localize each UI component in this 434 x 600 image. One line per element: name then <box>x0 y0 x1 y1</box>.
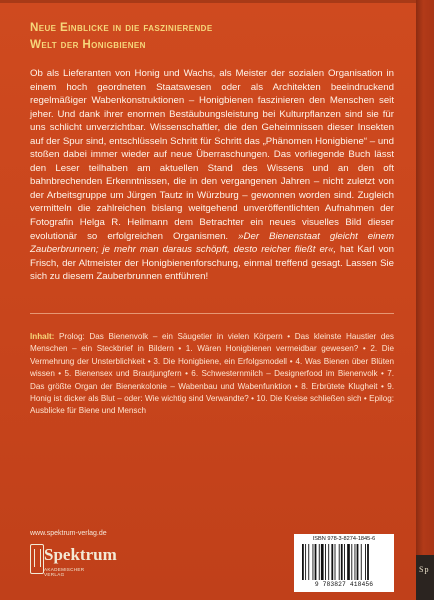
blurb-text <box>30 67 394 284</box>
book-spine <box>416 0 434 600</box>
blurb-paragraph <box>30 67 394 284</box>
publisher-logo-word: Spektrum <box>44 545 117 564</box>
publisher-logo-icon <box>30 544 44 574</box>
table-of-contents <box>30 331 394 418</box>
barcode-bar <box>328 544 329 580</box>
blurb-end: hat Karl von Frisch, der Altmeister der Honigbienenforschung, einmal treffend gesagt. Lassen Sie sich zu diesem Zauberbrunnen entführen! <box>30 244 394 283</box>
barcode-bar <box>325 544 326 580</box>
barcode-bar <box>302 544 304 580</box>
barcode-bar <box>361 544 362 580</box>
barcode-digits: 9 783827 418456 <box>314 581 374 588</box>
publisher-logo-sub: AKADEMISCHER VERLAG <box>44 567 85 577</box>
barcode-bar <box>365 544 366 580</box>
blurb-quote: »Der Bienenstaat gleicht einem Zauberbrunnen; je mehr man daraus schöpft, desto reicher fließt er«, <box>30 230 394 256</box>
barcode-bar <box>344 544 345 580</box>
blurb-main: Ob als Lieferanten von Honig und Wachs, als Meister der sozialen Organisation in einem hoch geordneten Staatswesen oder als Architekten beeindruckend regelmäßiger Wabenkonstruktionen – Honigbienen faszinieren den Menschen seit jeher. Und dank ihrer enormen Bestäubungsleistung bei Kulturpflanzen sind sie für uns schlicht unverzichtbar. Wissenschaftler, die den Geheimnissen dieser Insekten auf der Spur sind, entschlüsseln Schritt für Schritt das „Phänomen Honigbiene“ – und stoßen dabei immer wieder auf neue Überraschungen. Das vorliegende Buch lässt den Leser teilhaben am aktuellen Stand des Wissens und an den oft bahnbrechenden Erkenntnissen, die in den vergangenen Jahren – nicht zuletzt von der Arbeitsgruppe um Jürgen Tautz in Würzburg – gewonnen worden sind. Zugleich vermitteln die zahlreichen bislang weitgehend unveröffentlichten Aufnahmen der Fotografin Helga R. Heilmann dem Betrachter ein neues visuelles Bild dieser evolutionär so erfolgreichen Organismen. <box>30 68 394 242</box>
barcode-bar <box>315 544 317 580</box>
cover-top-edge <box>0 0 416 3</box>
barcode-bar <box>339 544 340 580</box>
barcode-bar <box>331 544 333 580</box>
headline-line-1: Neue Einblicke in die faszinierende <box>30 21 213 34</box>
contents-label: Inhalt: <box>30 332 55 341</box>
barcode-bar <box>335 544 336 580</box>
barcode-label <box>294 534 394 592</box>
barcode-bar <box>308 544 309 580</box>
section-divider <box>30 313 394 314</box>
barcode-bar <box>351 544 352 580</box>
barcode-bar <box>305 544 306 580</box>
barcode-bar <box>313 544 314 580</box>
spine-dark-band <box>416 555 434 600</box>
publisher-url: www.spektrum-verlag.de <box>30 530 107 537</box>
barcode-bar <box>319 544 320 580</box>
barcode-bar <box>341 544 343 580</box>
spine-label: Sp <box>419 565 430 574</box>
barcode-bar <box>355 544 356 580</box>
isbn-text: ISBN 978-3-8274-1845-6 <box>312 536 376 542</box>
publisher-logo <box>30 542 117 584</box>
barcode-bar <box>321 544 324 580</box>
barcode-bar <box>357 544 359 580</box>
contents-text: Prolog: Das Bienenvolk – ein Säugetier in vielen Körpern • Das kleinste Haustier des Menschen – ein Steckbrief in Bildern • 1. Wären Honigbienen vermeidbar gewesen? • 2. Die Vermehrung der Unsterblichkeit • 3. Die Honigbiene, ein Erfolgsmodell • 4. Was Bienen über Blüten wissen • 5. Bienensex und Brautjungfern • 6. Schwesternmilch – Designerfood im Bienenvolk • 7. Das größte Organ der Bienenkolonie – Wabenbau und Wabenfunktion • 8. Erbrütete Klugheit • 9. Honig ist dicker als Blut – oder: Wie wichtig sind Verwandte? • 10. Die Kreise schließen sich • Epilog: Ausblicke für Biene und Mensch <box>30 332 394 416</box>
headline-line-2: Welt der Honigbienen <box>30 38 146 51</box>
barcode-bar <box>347 544 350 580</box>
barcode-bar <box>367 544 369 580</box>
barcode-bars <box>302 544 388 580</box>
cover-headline <box>30 19 400 53</box>
